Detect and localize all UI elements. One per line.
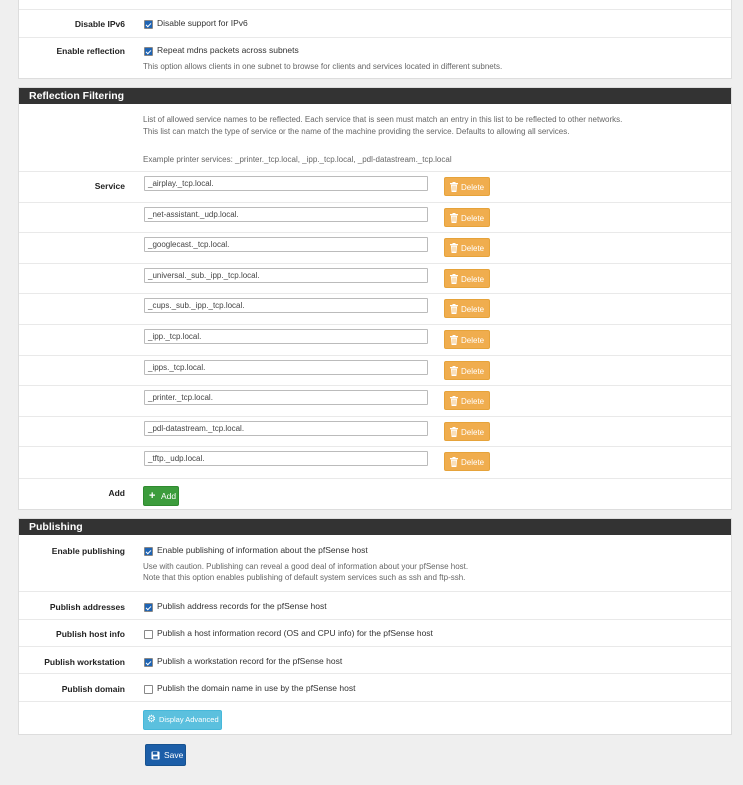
service-input[interactable]: _cups._sub._ipp._tcp.local. bbox=[144, 298, 428, 313]
service-input[interactable]: _ipps._tcp.local. bbox=[144, 360, 428, 375]
service-row bbox=[19, 293, 731, 325]
delete-button[interactable] bbox=[444, 269, 490, 288]
reflection-help-row bbox=[19, 105, 731, 171]
enable-reflection-text: Repeat mdns packets across subnets bbox=[157, 45, 299, 55]
trash-icon bbox=[450, 335, 458, 345]
reflection-filtering-title: Reflection Filtering bbox=[19, 88, 731, 104]
publish-workstation-row bbox=[19, 646, 731, 674]
enable-publishing-help-1: Use with caution. Publishing can reveal a good deal of information about your pfSense host. bbox=[143, 562, 469, 571]
service-input[interactable]: _pdl-datastream._tcp.local. bbox=[144, 421, 428, 436]
add-row bbox=[19, 478, 731, 510]
service-input[interactable]: _net-assistant._udp.local. bbox=[144, 207, 428, 222]
publish-hostinfo-row bbox=[19, 619, 731, 647]
publish-domain-row bbox=[19, 673, 731, 702]
service-row bbox=[19, 446, 731, 479]
service-input[interactable]: _printer._tcp.local. bbox=[144, 390, 428, 405]
trash-icon bbox=[450, 213, 458, 223]
trash-icon bbox=[450, 182, 458, 192]
publish-hostinfo-label: Publish host info bbox=[56, 629, 125, 639]
publish-domain-checkbox[interactable] bbox=[144, 685, 153, 694]
delete-button[interactable] bbox=[444, 330, 490, 349]
publish-addresses-checkbox[interactable] bbox=[144, 603, 153, 612]
enable-publishing-help-2: Note that this option enables publishing of default system services such as ssh and ftp-ssh. bbox=[143, 573, 466, 582]
delete-button[interactable] bbox=[444, 452, 490, 471]
partial-row bbox=[19, 0, 731, 9]
service-input[interactable]: _airplay._tcp.local. bbox=[144, 176, 428, 191]
trash-icon bbox=[450, 304, 458, 314]
publish-hostinfo-text: Publish a host information record (OS and CPU info) for the pfSense host bbox=[157, 628, 433, 638]
add-label: Add bbox=[108, 488, 125, 498]
delete-label: Delete bbox=[461, 367, 485, 376]
display-advanced-button[interactable] bbox=[143, 710, 222, 730]
enable-publishing-label: Enable publishing bbox=[51, 546, 125, 556]
service-input[interactable]: _ipp._tcp.local. bbox=[144, 329, 428, 344]
trash-icon bbox=[450, 427, 458, 437]
delete-button[interactable] bbox=[444, 208, 490, 227]
reflection-help-1: List of allowed service names to be reflected. Each service that is seen must match an entry in this list to be reflected to other networks. bbox=[143, 115, 623, 124]
trash-icon bbox=[450, 366, 458, 376]
service-row bbox=[19, 232, 731, 264]
delete-label: Delete bbox=[461, 397, 485, 406]
enable-reflection-label: Enable reflection bbox=[56, 46, 125, 56]
publishing-title: Publishing bbox=[19, 519, 731, 535]
enable-publishing-checkbox[interactable] bbox=[144, 547, 153, 556]
service-row bbox=[19, 171, 731, 203]
reflection-example: Example printer services: _printer._tcp.local, _ipp._tcp.local, _pdl-datastream._tcp.local bbox=[143, 155, 452, 164]
delete-label: Delete bbox=[461, 214, 485, 223]
save-label: Save bbox=[164, 750, 184, 760]
delete-label: Delete bbox=[461, 183, 485, 192]
delete-button[interactable] bbox=[444, 391, 490, 410]
service-row bbox=[19, 416, 731, 447]
service-input[interactable]: _universal._sub._ipp._tcp.local. bbox=[144, 268, 428, 283]
delete-label: Delete bbox=[461, 428, 485, 437]
disable-ipv6-row bbox=[19, 9, 731, 38]
service-row bbox=[19, 385, 731, 417]
disable-ipv6-text: Disable support for IPv6 bbox=[157, 18, 248, 28]
trash-icon bbox=[450, 457, 458, 467]
trash-icon bbox=[450, 243, 458, 253]
delete-label: Delete bbox=[461, 305, 485, 314]
enable-reflection-help: This option allows clients in one subnet to browse for clients and services located in different subnets. bbox=[143, 62, 503, 71]
delete-label: Delete bbox=[461, 275, 485, 284]
publish-domain-label: Publish domain bbox=[61, 684, 125, 694]
publish-workstation-label: Publish workstation bbox=[44, 657, 125, 667]
service-input[interactable]: _tftp._udp.local. bbox=[144, 451, 428, 466]
publish-workstation-text: Publish a workstation record for the pfSense host bbox=[157, 656, 343, 666]
delete-label: Delete bbox=[461, 458, 485, 467]
delete-label: Delete bbox=[461, 336, 485, 345]
enable-publishing-row bbox=[19, 536, 731, 591]
delete-button[interactable] bbox=[444, 299, 490, 318]
add-button[interactable] bbox=[143, 486, 179, 506]
service-input[interactable]: _googlecast._tcp.local. bbox=[144, 237, 428, 252]
save-button[interactable] bbox=[145, 744, 186, 766]
publish-addresses-row bbox=[19, 591, 731, 620]
add-button-label: Add bbox=[161, 491, 177, 501]
publish-addresses-label: Publish addresses bbox=[49, 602, 125, 612]
trash-icon bbox=[450, 396, 458, 406]
enable-reflection-row bbox=[19, 37, 731, 79]
publish-workstation-checkbox[interactable] bbox=[144, 658, 153, 667]
delete-button[interactable] bbox=[444, 177, 490, 196]
plus-icon: + bbox=[149, 490, 156, 502]
delete-button[interactable] bbox=[444, 238, 490, 257]
publish-addresses-text: Publish address records for the pfSense host bbox=[157, 601, 327, 611]
reflection-help-2: This list can match the type of service or the name of the machine providing the service. Defaults to allowing all services. bbox=[143, 127, 570, 136]
enable-reflection-checkbox[interactable] bbox=[144, 47, 153, 56]
publishing-panel bbox=[18, 518, 732, 735]
delete-label: Delete bbox=[461, 244, 485, 253]
disable-ipv6-checkbox[interactable] bbox=[144, 20, 153, 29]
gear-icon: ⚙ bbox=[147, 714, 156, 725]
service-row bbox=[19, 263, 731, 294]
general-settings-panel bbox=[18, 0, 732, 79]
display-advanced-label: Display Advanced bbox=[159, 715, 219, 724]
publish-hostinfo-checkbox[interactable] bbox=[144, 630, 153, 639]
service-row bbox=[19, 355, 731, 386]
service-row bbox=[19, 324, 731, 356]
delete-button[interactable] bbox=[444, 361, 490, 380]
enable-publishing-text: Enable publishing of information about the pfSense host bbox=[157, 545, 368, 555]
advanced-row bbox=[19, 701, 731, 735]
disable-ipv6-label: Disable IPv6 bbox=[74, 19, 125, 29]
service-label: Service bbox=[94, 181, 125, 191]
publish-domain-text: Publish the domain name in use by the pfSense host bbox=[157, 683, 356, 693]
service-row bbox=[19, 202, 731, 233]
floppy-disk-icon bbox=[151, 751, 160, 760]
reflection-filtering-panel bbox=[18, 87, 732, 510]
delete-button[interactable] bbox=[444, 422, 490, 441]
trash-icon bbox=[450, 274, 458, 284]
